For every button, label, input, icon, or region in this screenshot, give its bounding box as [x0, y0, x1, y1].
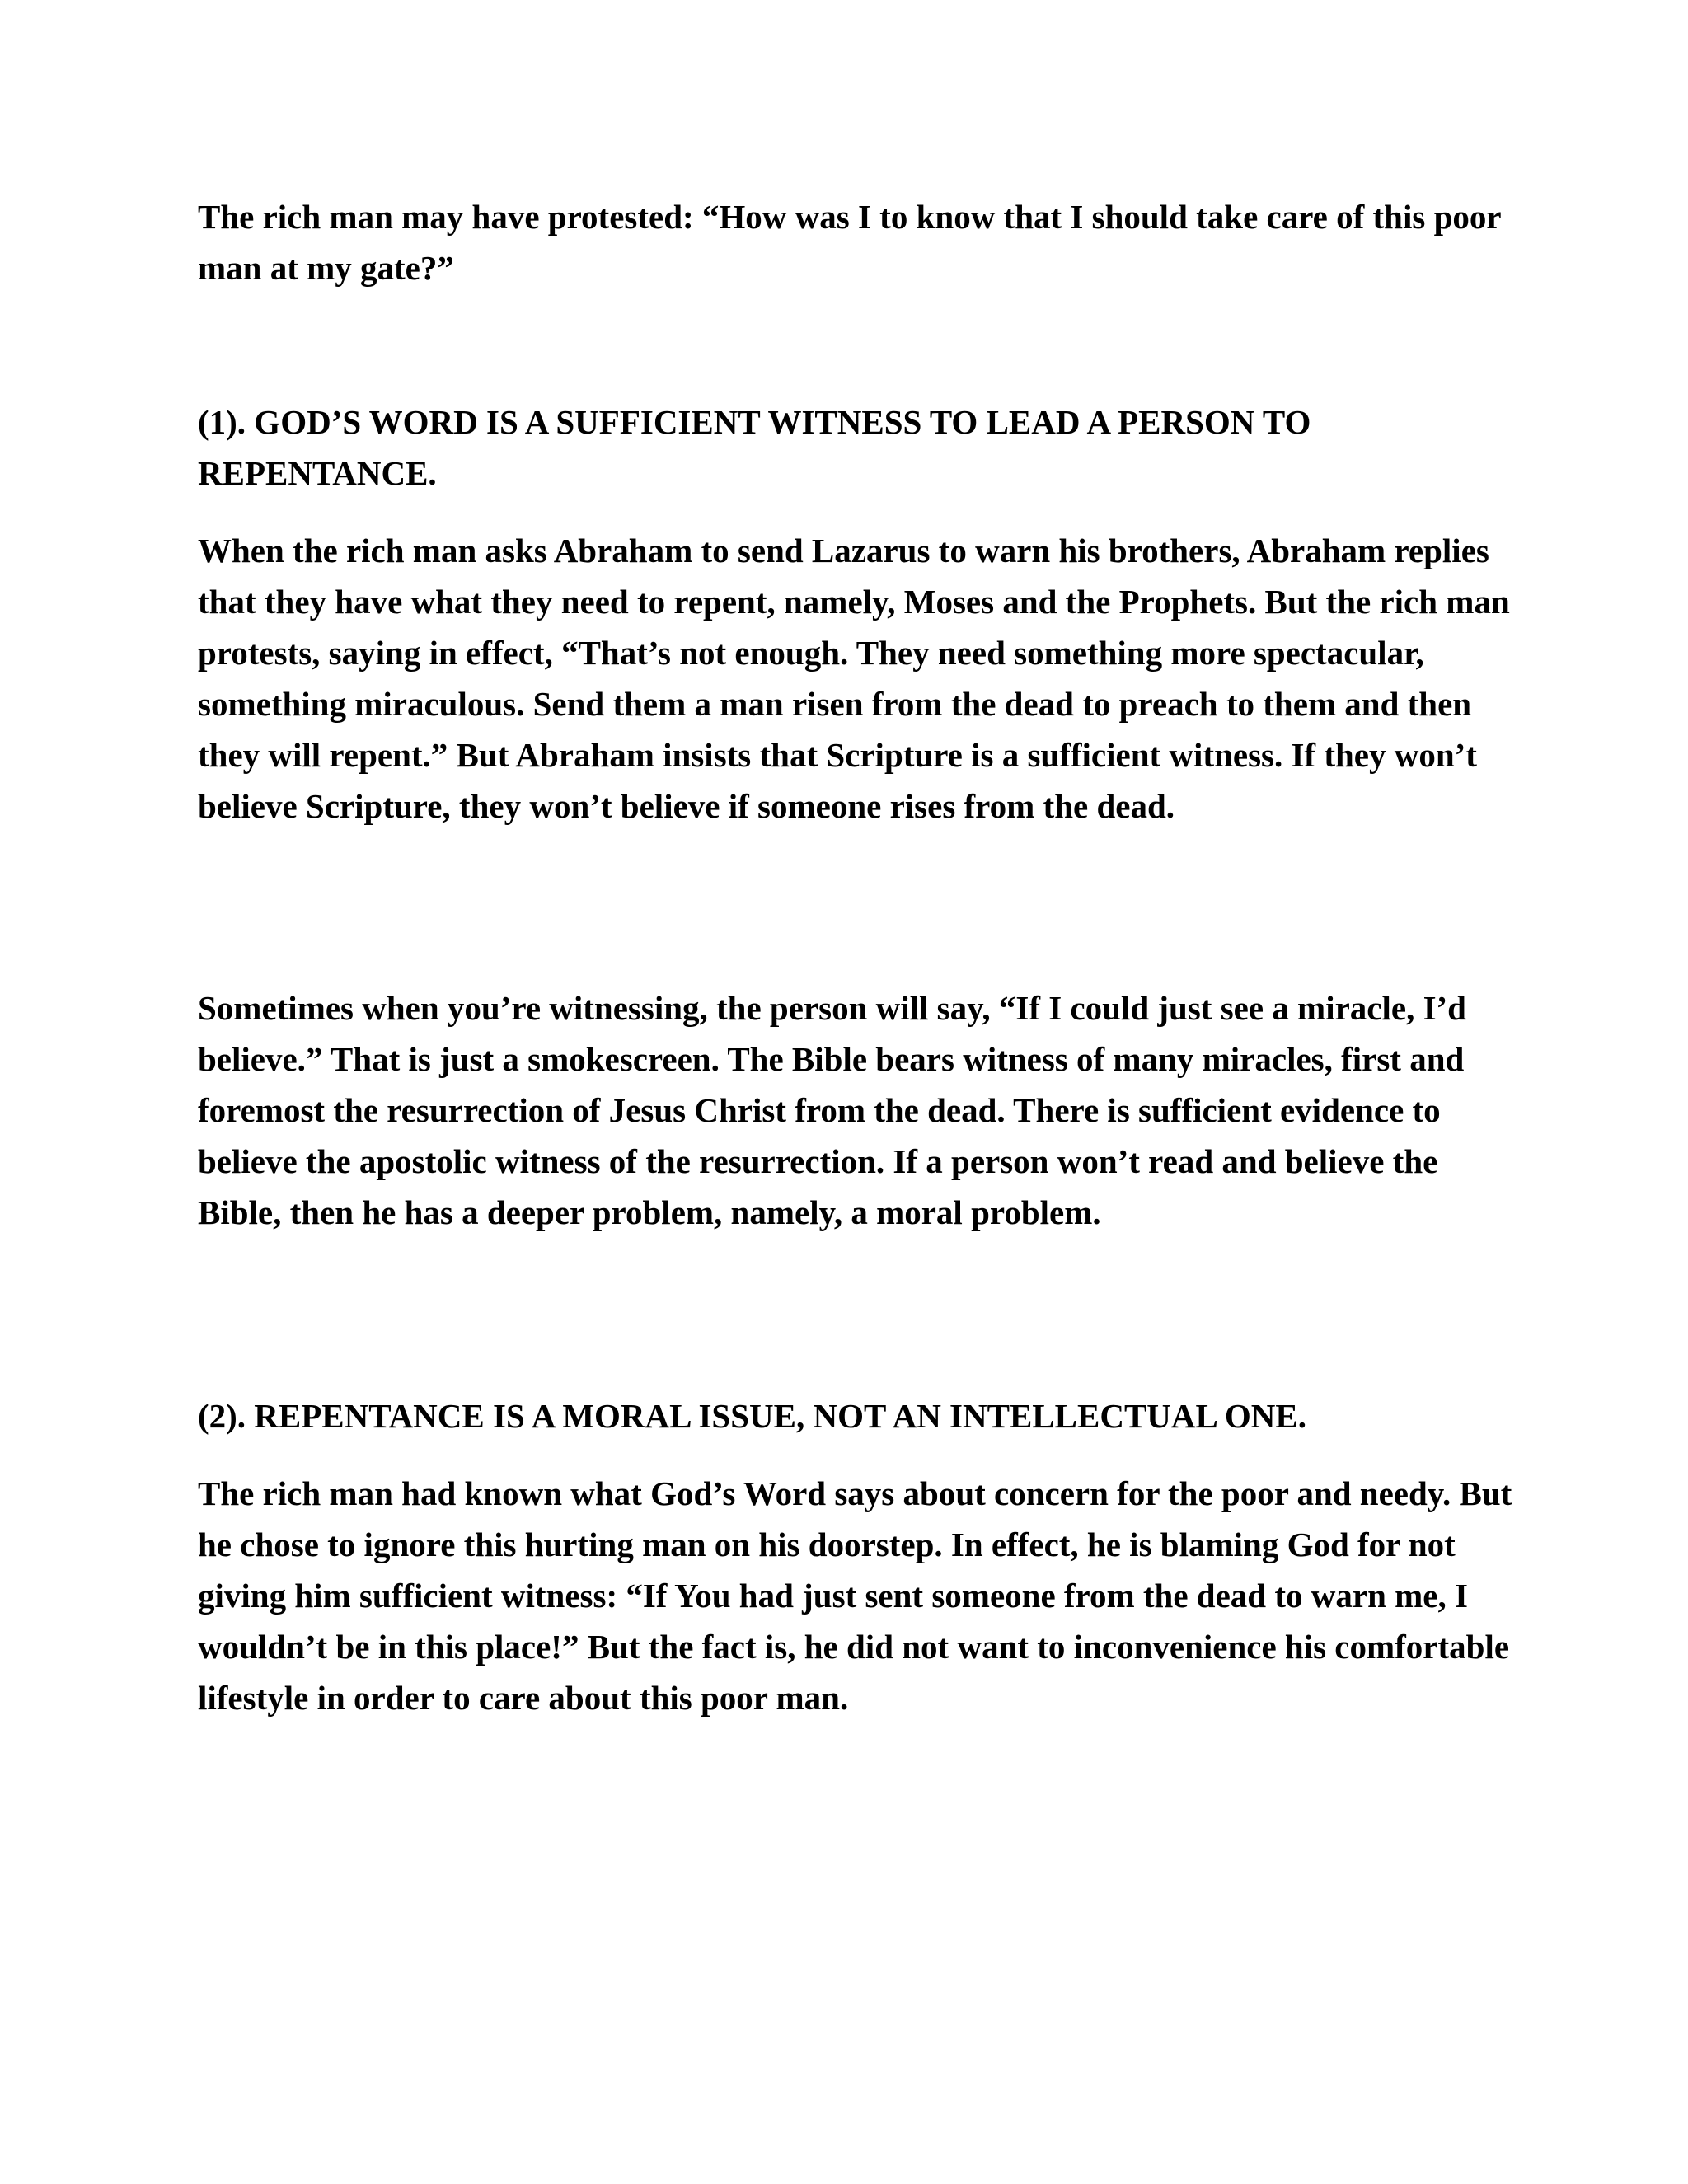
- section-1-paragraph-1: When the rich man asks Abraham to send Lazarus to warn his brothers, Abraham replies that they have what they need to repent, namely, Moses and the Prophets. But the rich man protests, saying in effect, “That’s not enough. They need something more spectacular, something miraculous. Send them a man risen from the dead to preach to them and then they will repent.” But Abraham insists that Scripture is a sufficient witness. If they won’t believe Scripture, they won’t believe if someone rises from the dead.: [198, 532, 1510, 825]
- section-1-heading: (1). GOD’S WORD IS A SUFFICIENT WITNESS TO LEAD A PERSON TO REPENTANCE.: [198, 403, 1311, 492]
- section-1-paragraph-2: Sometimes when you’re witnessing, the person will say, “If I could just see a miracle, I’d believe.” That is just a smokescreen. The Bible bears witness of many miracles, first and foremost the resurrection of Jesus Christ from the dead. There is sufficient evidence to believe the apostolic witness of the resurrection. If a person won’t read and believe the Bible, then he has a deeper problem, namely, a moral problem.: [198, 989, 1466, 1231]
- intro-paragraph: The rich man may have protested: “How was I to know that I should take care of this poor man at my gate?”: [198, 198, 1501, 287]
- section-2-heading: (2). REPENTANCE IS A MORAL ISSUE, NOT AN INTELLECTUAL ONE.: [198, 1397, 1306, 1435]
- section-2-paragraph-1: The rich man had known what God’s Word says about concern for the poor and needy. But he chose to ignore this hurting man on his doorstep. In effect, he is blaming God for not giving him sufficient witness: “If You had just sent someone from the dead to warn me, I wouldn’t be in this place!” But the fact is, he did not want to inconvenience his comfortable lifestyle in order to care about this poor man.: [198, 1474, 1512, 1717]
